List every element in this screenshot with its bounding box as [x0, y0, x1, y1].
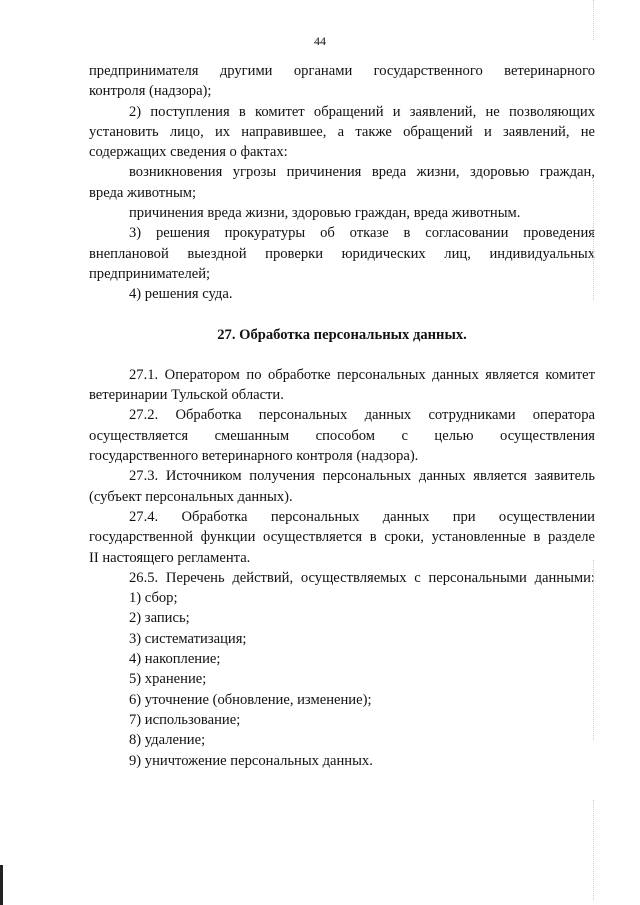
text-line: государственного ветеринарного контроля (надзора).	[89, 448, 419, 465]
text-line: предпринимателя другими органами государственного ветеринарного	[89, 63, 595, 79]
text-line: содержащих сведения о фактах:	[89, 144, 288, 161]
text-line: внеплановой выездной проверки юридических лиц, индивидуальных	[89, 245, 595, 262]
text-line: II настоящего регламента.	[89, 549, 251, 566]
text-line: 27.2. Обработка персональных данных сотрудниками оператора	[129, 407, 595, 424]
text-line: контроля (надзора);	[89, 83, 212, 100]
list-item: 4) накопление;	[129, 651, 221, 668]
scan-artifact	[593, 800, 596, 900]
text-line: причинения вреда жизни, здоровью граждан, вреда животным.	[129, 205, 521, 222]
text-line: осуществляется смешанным способом с целью осуществления	[89, 427, 595, 444]
scan-artifact	[593, 0, 596, 40]
list-item: 6) уточнение (обновление, изменение);	[129, 691, 372, 708]
scan-edge-mark	[0, 865, 3, 905]
text-line: государственной функции осуществляется в сроки, установленные в разделе	[89, 529, 595, 546]
section-heading: 27. Обработка персональных данных.	[217, 326, 467, 343]
text-line: вреда животным;	[89, 184, 197, 201]
list-item: 5) хранение;	[129, 671, 207, 688]
list-item: 1) сбор;	[129, 590, 178, 607]
text-line: 3) решения прокуратуры об отказе в согласовании проведения	[129, 225, 595, 242]
text-line: 27.4. Обработка персональных данных при осуществлении	[129, 508, 595, 525]
text-line: 2) поступления в комитет обращений и заявлений, не позволяющих	[129, 103, 595, 120]
list-item: 8) удаление;	[129, 732, 206, 749]
text-line: предпринимателей;	[89, 265, 211, 282]
text-line: возникновения угрозы причинения вреда жизни, здоровью граждан,	[129, 164, 595, 181]
list-item: 2) запись;	[129, 610, 190, 627]
page-number: 44	[314, 34, 326, 48]
list-item: 9) уничтожение персональных данных.	[129, 752, 373, 769]
list-item: 7) использование;	[129, 711, 241, 728]
document-body	[89, 61, 595, 771]
text-line: установить лицо, их направившее, а также обращений и заявлений, не	[89, 123, 595, 140]
text-line: (субъект персональных данных).	[89, 488, 293, 505]
text-line: 27.3. Источником получения персональных данных является заявитель	[129, 468, 595, 485]
scan-artifact	[593, 560, 596, 740]
text-line: 27.1. Оператором по обработке персональных данных является комитет	[129, 366, 595, 383]
text-line: 4) решения суда.	[129, 286, 233, 303]
text-line: ветеринарии Тульской области.	[89, 387, 284, 404]
text-line: 26.5. Перечень действий, осуществляемых с персональными данными:	[129, 569, 595, 586]
list-item: 3) систематизация;	[129, 630, 247, 647]
scan-artifact	[593, 180, 596, 300]
